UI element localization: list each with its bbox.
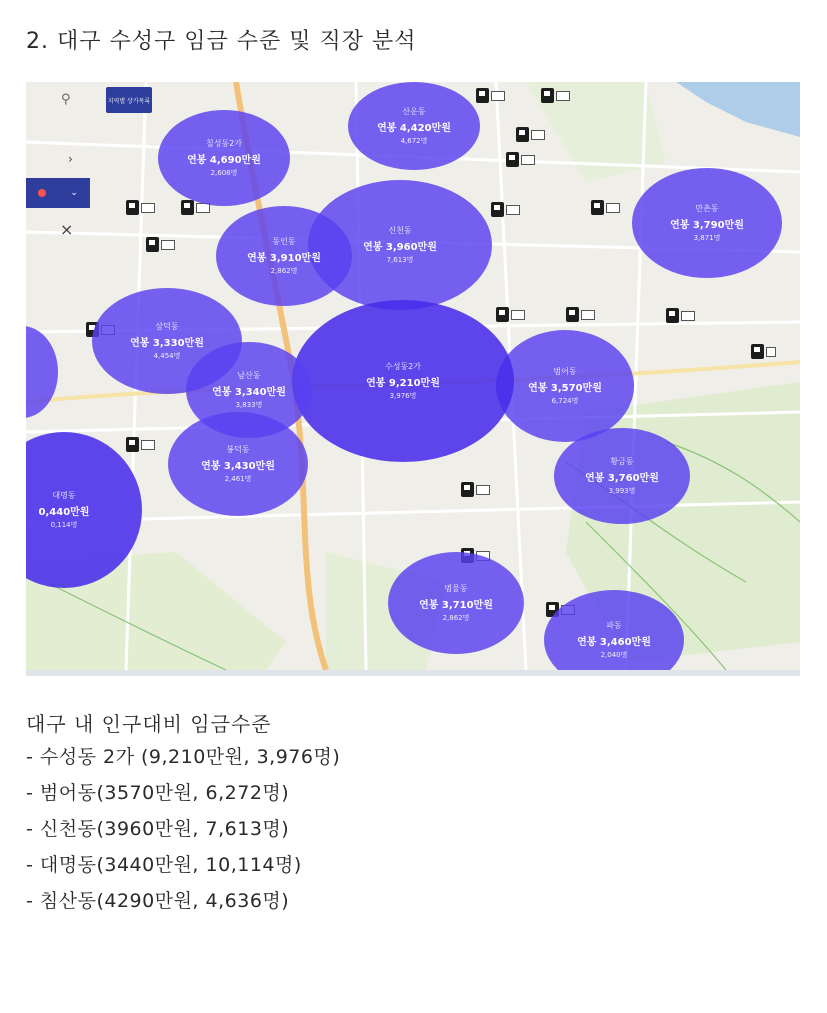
page-heading: 2. 대구 수성구 임금 수준 및 직장 분석: [26, 29, 417, 54]
bubble-wage-label: 연봉 3,960만원: [363, 242, 437, 253]
bubble-wage-label: 연봉 3,340만원: [212, 387, 286, 398]
poi-marker[interactable]: [566, 307, 595, 322]
bubble-dong-label: 황금동: [610, 457, 634, 466]
search-icon[interactable]: ⚲: [61, 92, 71, 107]
bubble-dong-label: 삼덕동: [155, 322, 179, 331]
bubble-dong-label: 범물동: [444, 584, 468, 593]
bubble-hwanggeum[interactable]: [554, 428, 690, 524]
record-dot-icon: [38, 189, 46, 197]
list-item: - 침산동(4290만원, 4,636명): [26, 890, 290, 912]
bubble-samdeok[interactable]: [92, 288, 242, 394]
poi-marker[interactable]: [146, 237, 175, 252]
bubble-pop-label: 2,608명: [210, 169, 238, 177]
poi-marker[interactable]: [476, 88, 505, 103]
bubble-wage-label: 연봉 3,330만원: [130, 338, 204, 349]
poi-marker[interactable]: [461, 482, 490, 497]
poi-marker[interactable]: [541, 88, 570, 103]
bubble-wage-label: 연봉 3,790만원: [670, 220, 744, 231]
bubble-suseong2ga[interactable]: [292, 300, 514, 462]
bubble-manchon[interactable]: [632, 168, 782, 278]
bubble-wage-label: 연봉 4,690만원: [187, 155, 261, 166]
store-list-label: 지역별 상가목록: [107, 97, 151, 105]
list-item: - 범어동(3570만원, 6,272명): [26, 782, 290, 804]
bubble-dong-label: 수성동2가: [384, 362, 421, 371]
bubble-dong-label: 남산동: [237, 371, 261, 380]
poi-marker[interactable]: [126, 200, 155, 215]
poi-marker[interactable]: [751, 344, 776, 359]
bubble-pop-label: 7,613명: [386, 256, 414, 264]
poi-marker[interactable]: [666, 308, 695, 323]
bubble-dong-label: 봉덕동: [226, 445, 250, 454]
bubble-pop-label: 3,833명: [235, 401, 263, 409]
list-item: - 수성동 2가 (9,210만원, 3,976명): [26, 746, 341, 768]
bubble-wage-label: 연봉 3,570만원: [528, 383, 602, 394]
bubble-pop-label: 2,040명: [600, 651, 628, 659]
bubble-pop-label: 2,862명: [270, 267, 298, 275]
bubble-wage-label: 연봉 9,210만원: [366, 378, 440, 389]
bubble-wage-label: 연봉 3,460만원: [577, 637, 651, 648]
list-item: - 신천동(3960만원, 7,613명): [26, 818, 290, 840]
bubble-wage-label: 연봉 3,910만원: [247, 253, 321, 264]
bubble-sanun[interactable]: [348, 82, 480, 170]
bubble-dong-label: 범어동: [553, 367, 577, 376]
bubble-wage-label: 0,440만원: [38, 507, 90, 518]
bubble-pop-label: 6,724명: [551, 397, 579, 405]
store-list-button[interactable]: [106, 87, 152, 113]
bubble-wage-label: 연봉 3,760만원: [585, 473, 659, 484]
bubble-chilseong[interactable]: [158, 110, 290, 206]
bubble-dong-label: 신천동: [388, 226, 412, 235]
bubble-pop-label: 4,454명: [153, 352, 181, 360]
poi-marker[interactable]: [491, 202, 520, 217]
poi-marker[interactable]: [506, 152, 535, 167]
bubble-dong-label: 대명동: [52, 491, 76, 500]
poi-marker[interactable]: [591, 200, 620, 215]
bubble-wage-label: 연봉 3,430만원: [201, 461, 275, 472]
section-title: 대구 내 인구대비 임금수준: [26, 712, 272, 736]
bubble-dong-label: 만촌동: [695, 204, 719, 213]
layer-toggle-panel[interactable]: [26, 178, 90, 208]
poi-marker[interactable]: [126, 437, 155, 452]
bubble-beomeo[interactable]: [496, 330, 634, 442]
wage-list: [26, 744, 340, 924]
bubble-dong-label: 파동: [606, 621, 622, 630]
bubble-dong-label: 동인동: [272, 237, 296, 246]
poi-marker[interactable]: [496, 307, 525, 322]
bubble-pop-label: 3,976명: [389, 392, 417, 400]
bubble-pop-label: 0,114명: [50, 521, 78, 529]
bubble-pop-label: 2,461명: [224, 475, 252, 483]
bubble-pop-label: 3,871명: [693, 234, 721, 242]
bubble-dongin[interactable]: [216, 206, 352, 306]
chevron-down-icon: ⌄: [70, 188, 78, 198]
bubble-pop-label: 2,862명: [442, 614, 470, 622]
close-icon[interactable]: ×: [60, 220, 74, 239]
bubble-dong-label: 칠성동2가: [205, 139, 242, 148]
bubble-dong-label: 산운동: [402, 107, 426, 116]
bubble-pop-label: 4,672명: [400, 137, 428, 145]
poi-marker[interactable]: [516, 127, 545, 142]
list-item: - 대명동(3440만원, 10,114명): [26, 854, 302, 876]
bubble-wage-label: 연봉 4,420만원: [377, 123, 451, 134]
wage-bubble-map[interactable]: [26, 82, 800, 676]
bubble-pop-label: 3,993명: [608, 487, 636, 495]
chevron-right-icon[interactable]: ›: [68, 152, 73, 166]
bubble-wage-label: 연봉 3,710만원: [419, 600, 493, 611]
bubble-beommul[interactable]: [388, 552, 524, 654]
